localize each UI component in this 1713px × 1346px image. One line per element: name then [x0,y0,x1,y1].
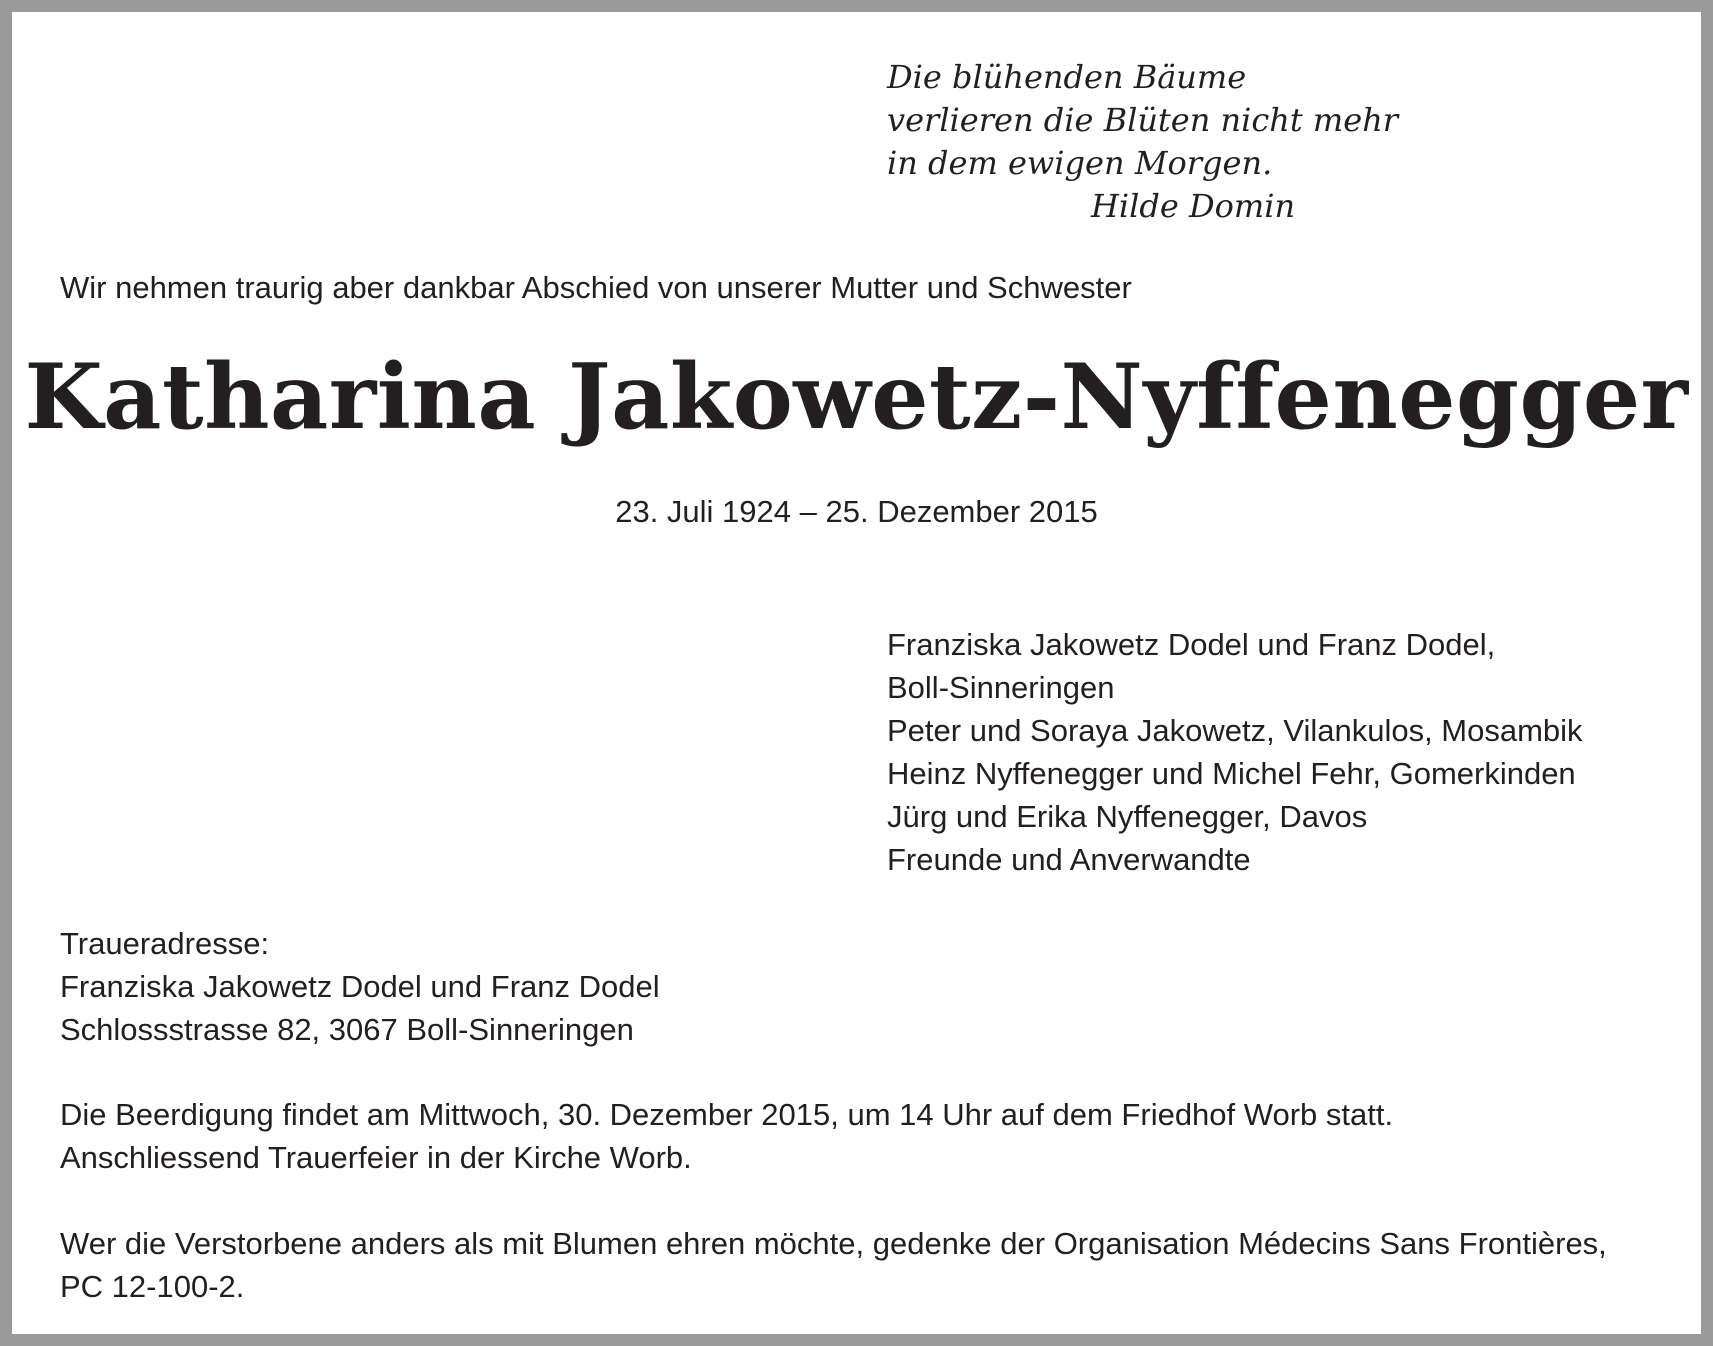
poem-author: Hilde Domin [1091,187,1296,225]
intro-text: Wir nehmen traurig aber dankbar Abschied von unserer Mutter und Schwester [60,270,1132,305]
mourner-line: Freunde und Anverwandte [887,842,1251,877]
funeral-info [60,1093,1393,1179]
obituary-notice [12,12,1701,1334]
mourner-line: Peter und Soraya Jakowetz, Vilankulos, Mosambik [887,713,1583,748]
poem-line: verlieren die Blüten nicht mehr [887,101,1399,139]
funeral-line: Anschliessend Trauerfeier in der Kirche Worb. [60,1140,692,1175]
mourners-list [887,623,1583,881]
deceased-name: Katharina Jakowetz-Nyffenegger [24,344,1689,450]
mourner-line: Franziska Jakowetz Dodel und Franz Dodel, [887,627,1496,662]
poem-quote [887,56,1398,228]
mourner-line: Boll-Sinneringen [887,670,1115,705]
address-label: Traueradresse: [60,926,270,961]
donation-line: PC 12-100-2. [60,1269,245,1304]
funeral-line: Die Beerdigung findet am Mittwoch, 30. Dezember 2015, um 14 Uhr auf dem Friedhof Worb statt. [60,1097,1394,1132]
mourner-line: Jürg und Erika Nyffenegger, Davos [887,799,1368,834]
donation-line: Wer die Verstorbene anders als mit Blumen ehren möchte, gedenke der Organisation Médecins Sans Frontières, [60,1226,1607,1261]
mourning-address [60,922,660,1051]
address-street: Schlossstrasse 82, 3067 Boll-Sinneringen [60,1012,634,1047]
mourner-line: Heinz Nyffenegger und Michel Fehr, Gomerkinden [887,756,1576,791]
donation-info [60,1222,1607,1308]
address-name: Franziska Jakowetz Dodel und Franz Dodel [60,969,660,1004]
poem-line: in dem ewigen Morgen. [887,144,1273,182]
life-dates: 23. Juli 1924 – 25. Dezember 2015 [615,494,1098,529]
poem-line: Die blühenden Bäume [887,58,1247,96]
